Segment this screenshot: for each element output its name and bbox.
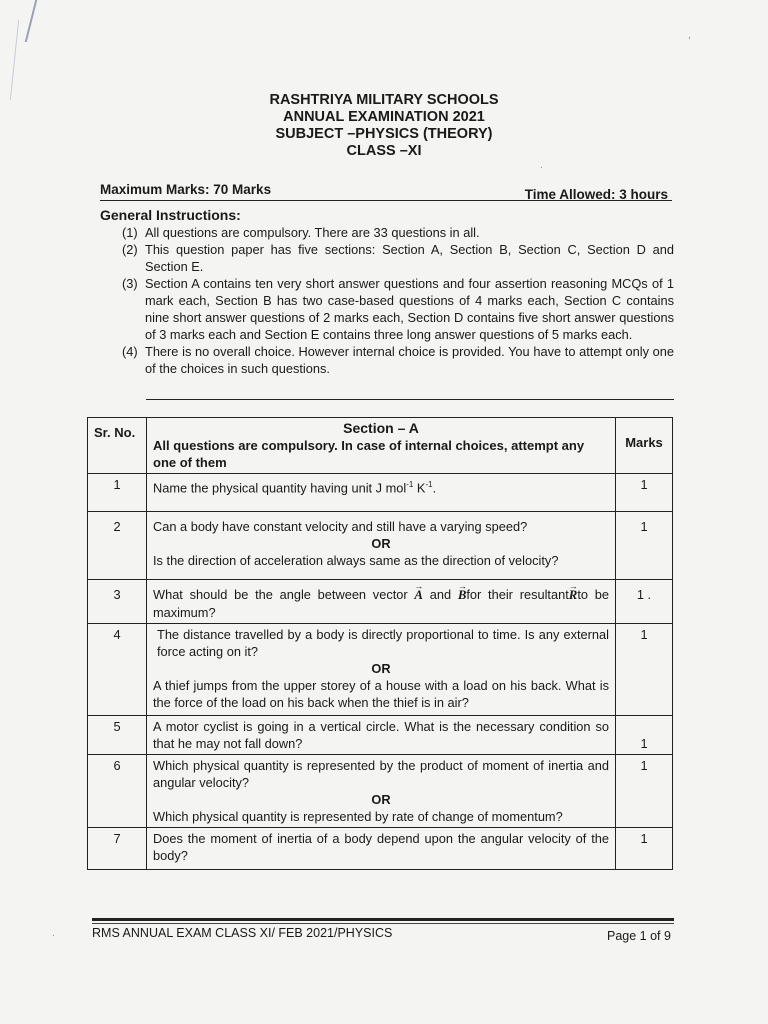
max-marks: Maximum Marks: 70 Marks xyxy=(100,182,272,197)
question-text-part: K xyxy=(413,480,426,496)
vector-a: → A xyxy=(414,588,423,602)
table-row xyxy=(88,624,673,716)
exam-name: ANNUAL EXAMINATION 2021 xyxy=(283,109,485,125)
instruction-number: (2) xyxy=(122,242,138,257)
instruction-text: This question paper has five sections: Section A, Section B, Section C, Section D and Section E. xyxy=(145,242,674,274)
footer-divider-thin xyxy=(92,923,674,924)
question-number: 1 xyxy=(88,474,147,512)
question-text xyxy=(147,512,616,580)
table-row xyxy=(88,716,673,755)
question-text: A motor cyclist is going in a vertical circle. What is the necessary condition so that he may not fall down? xyxy=(147,716,616,755)
unit-superscript: -1 xyxy=(406,480,414,489)
col-sr-header: Sr. No. xyxy=(88,418,147,474)
instruction-item xyxy=(122,241,674,275)
question-number: 2 xyxy=(88,512,147,580)
or-separator: OR xyxy=(371,536,391,551)
question-number: 4 xyxy=(88,624,147,716)
scan-mark xyxy=(25,0,45,42)
question-text xyxy=(147,624,616,716)
question-marks: 1 . xyxy=(616,580,673,624)
instructions-divider xyxy=(146,399,674,400)
instruction-number: (1) xyxy=(122,225,138,240)
scan-speck: . xyxy=(52,928,55,939)
question-text-part: . xyxy=(432,480,437,496)
question-text-part: and xyxy=(422,587,458,602)
question-number: 5 xyxy=(88,716,147,755)
question-text: Does the moment of inertia of a body depend upon the angular velocity of the body? xyxy=(147,828,616,870)
question-part: Which physical quantity is represented by the product of moment of inertia and angular velocity? xyxy=(153,758,609,790)
question-text-part: for their resultant xyxy=(466,587,569,602)
scan-speck: , xyxy=(688,30,691,41)
question-text-part: Name the physical quantity having unit J mol xyxy=(153,480,407,496)
question-number: 3 xyxy=(88,580,147,624)
question-text-part: What should be the angle between vector xyxy=(153,587,415,602)
question-text xyxy=(147,474,616,512)
instructions-list xyxy=(122,224,674,377)
scan-edge xyxy=(0,20,19,100)
instruction-number: (3) xyxy=(122,276,138,291)
table-row xyxy=(88,474,673,512)
table-row xyxy=(88,755,673,828)
table-row xyxy=(88,512,673,580)
question-text xyxy=(147,580,616,624)
page-number: Page 1 of 9 xyxy=(607,929,671,943)
exam-header xyxy=(200,92,568,160)
time-allowed: Time Allowed: 3 hours xyxy=(524,187,668,202)
or-separator: OR xyxy=(371,792,391,807)
instruction-item xyxy=(122,343,674,377)
vector-b: → B xyxy=(458,588,467,602)
scan-speck: . xyxy=(540,160,543,171)
subject-name: SUBJECT –PHYSICS (THEORY) xyxy=(275,126,493,142)
question-text-part: to be maximum? xyxy=(153,587,609,620)
school-name: RASHTRIYA MILITARY SCHOOLS xyxy=(269,92,499,108)
footer-divider xyxy=(92,918,674,921)
questions-table xyxy=(87,417,673,870)
instruction-number: (4) xyxy=(122,344,138,359)
question-part: The distance travelled by a body is directly proportional to time. Is any external force acting on it? xyxy=(157,627,609,659)
question-marks: 1 xyxy=(616,474,673,512)
table-header-row xyxy=(88,418,673,474)
class-name: CLASS –XI xyxy=(346,143,422,159)
instruction-text: Section A contains ten very short answer questions and four assertion reasoning MCQs of 1 mark each, Section B has two case-based questions of 4 marks each, Section C contains nine short answer questions of 2 marks each, Section D contains five short answer questions of 3 marks each and Section E contains three long answer questions of 5 marks each. xyxy=(145,276,674,342)
question-marks: 1 xyxy=(616,624,673,716)
question-number: 7 xyxy=(88,828,147,870)
instruction-item xyxy=(122,224,674,241)
question-text xyxy=(147,755,616,828)
instruction-item xyxy=(122,275,674,343)
section-title: Section – A xyxy=(343,420,419,436)
table-row xyxy=(88,828,673,870)
question-number: 6 xyxy=(88,755,147,828)
question-part: A thief jumps from the upper storey of a house with a load on his back. What is the force of the load on his back when the thief is in air? xyxy=(153,678,609,710)
vector-r: → R xyxy=(569,588,578,602)
question-marks: 1 xyxy=(616,755,673,828)
question-part: Can a body have constant velocity and still have a varying speed? xyxy=(153,519,528,534)
table-row xyxy=(88,580,673,624)
marks-time-line xyxy=(100,182,672,201)
col-marks-header: Marks xyxy=(616,418,673,474)
question-marks: 1 xyxy=(616,716,673,755)
section-instruction: All questions are compulsory. In case of internal choices, attempt any one of them xyxy=(153,438,585,470)
footer-exam-info: RMS ANNUAL EXAM CLASS XI/ FEB 2021/PHYSICS xyxy=(92,926,393,940)
unit-superscript: -1 xyxy=(425,480,433,489)
or-separator: OR xyxy=(371,661,391,676)
section-header-cell xyxy=(147,418,616,474)
question-marks: 1 xyxy=(616,512,673,580)
question-part: Which physical quantity is represented by rate of change of momentum? xyxy=(153,809,563,824)
question-marks: 1 xyxy=(616,828,673,870)
instruction-text: All questions are compulsory. There are 33 questions in all. xyxy=(145,225,480,240)
instructions-title: General Instructions: xyxy=(100,207,241,223)
instruction-text: There is no overall choice. However internal choice is provided. You have to attempt only one of the choices in such questions. xyxy=(145,344,674,376)
question-part: Is the direction of acceleration always same as the direction of velocity? xyxy=(153,553,559,568)
